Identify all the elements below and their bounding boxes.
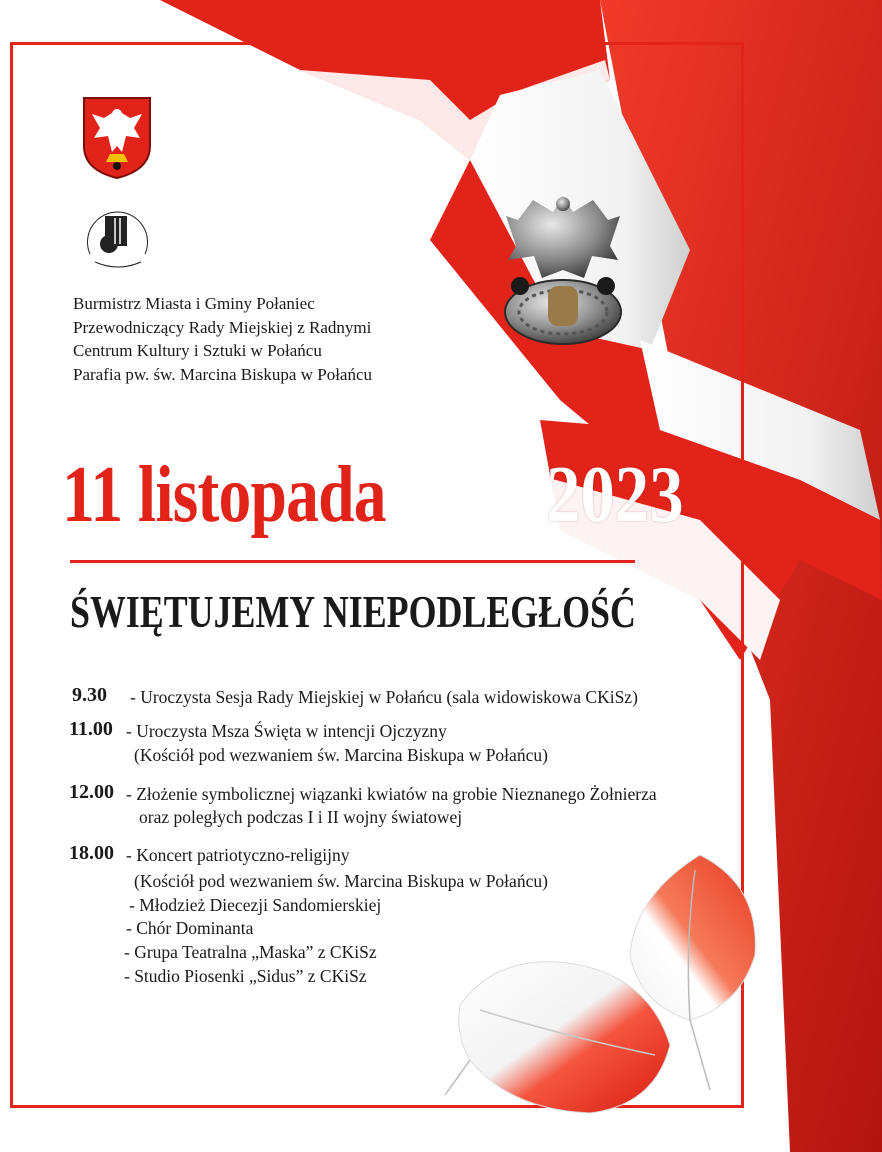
- schedule-desc: - Grupa Teatralna „Maska” z CKiSz: [124, 942, 377, 962]
- schedule-desc: - Uroczysta Msza Święta w intencji Ojczyzny: [126, 721, 447, 741]
- schedule-desc: (Kościół pod wezwaniem św. Marcina Biskupa w Połańcu): [134, 871, 548, 891]
- organizer-line: Parafia pw. św. Marcina Biskupa w Połańcu: [73, 364, 373, 384]
- headline: ŚWIĘTUJEMY NIEPODLEGŁOŚĆ: [70, 586, 636, 637]
- schedule-desc: - Studio Piosenki „Sidus” z CKiSz: [124, 966, 367, 986]
- date-day: 11 listopada: [62, 451, 386, 539]
- schedule-desc: - Złożenie symbolicznej wiązanki kwiatów na grobie Nieznanego Żołnierza: [126, 784, 657, 804]
- organizer-line: Centrum Kultury i Sztuki w Połańcu: [73, 341, 322, 360]
- schedule-time: 9.30: [72, 684, 107, 706]
- schedule-desc: (Kościół pod wezwaniem św. Marcina Biskupa w Połańcu): [134, 745, 548, 765]
- schedule-time: 12.00: [69, 781, 114, 803]
- organizer-line: Przewodniczący Rady Miejskiej z Radnymi: [73, 317, 372, 337]
- date-year: 2023: [546, 451, 684, 539]
- organizer-line: Burmistrz Miasta i Gminy Połaniec: [73, 294, 315, 313]
- autumn-leaves-icon: [440, 845, 770, 1130]
- schedule-time: 11.00: [69, 718, 113, 740]
- schedule-desc: oraz poległych podczas I i II wojny światowej: [139, 807, 463, 827]
- schedule-desc: - Chór Dominanta: [126, 918, 254, 938]
- schedule-desc: - Młodzież Diecezji Sandomierskiej: [129, 895, 382, 915]
- schedule-time: 18.00: [69, 842, 114, 864]
- schedule-desc: - Koncert patriotyczno-religijny: [126, 845, 350, 865]
- schedule-desc: - Uroczysta Sesja Rady Miejskiej w Połańcu (sala widowiskowa CKiSz): [130, 687, 638, 707]
